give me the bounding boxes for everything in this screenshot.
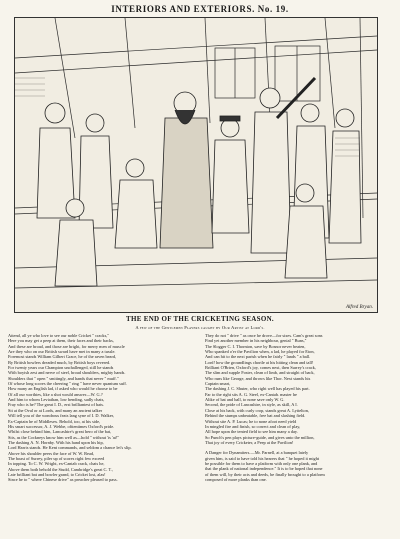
article-title: THE END OF THE CRICKETING SEASON.	[126, 315, 274, 323]
poem-line: Brilliant O'Brien, Oxford's joy, comes next, then Surrey's crack,	[205, 365, 316, 371]
poem-line: Far to the right sits A. G. Steel, ex-Cantab. master he	[205, 391, 297, 397]
poem-line: In mingled fire and finish, so correct and clean of play,	[205, 423, 301, 429]
poem-line: Attend, all ye who love to see our noble Cricket " cracks,"	[8, 333, 110, 338]
poem-line: that the plank of national independence." It is to be hoped that none	[205, 466, 323, 472]
poem-line: Whilst close behind him, Lancashire's great hero of the bat,	[8, 429, 112, 435]
poem-line: Sits, as the Cockneys know him well as—hold " without 'is 'at!"	[8, 434, 120, 440]
poem-line: For twenty years our Champion unchallenged, still he stands	[8, 365, 114, 371]
poem-line: Who spanked o'er the Pavilion when, a lad, he played for Eton,	[205, 349, 315, 355]
poem-line: Above his shoulder peers the face of W. W. Read,	[8, 450, 95, 456]
engraving-drawing	[15, 18, 377, 312]
poem-line: Close at his back, with curly crop, stands great A. Lyttelton,	[205, 407, 309, 413]
poem-line: Here you may get a peep at them, their faces and their backs,	[8, 338, 114, 344]
poem-line: Late brilliant bat and bowler grand, to Cricket lost, alas!	[8, 471, 106, 477]
poem-line: The dashing J. C. Shuter, who right well has played his part.	[205, 386, 310, 392]
poem-line: given him, is said to have told his hearers that " he hoped it might	[205, 455, 320, 461]
cricket-pavilion-illustration	[14, 17, 378, 313]
article-subtitle: A few of the Gentlemen Players caught by Our Artist at Lord's.	[135, 325, 265, 330]
poem-line: By British bowlers dreaded much, by British boys revered.	[8, 359, 111, 365]
poem-line: With boyish zest and nerve of steel, broad shoulders, mighty hands.	[8, 370, 126, 376]
poem-line: Since he to " where Chinese drive" as preacher pleased to pass.	[8, 477, 118, 483]
poem-line: Find yet another member in his neighbour, genial " Buns,"	[205, 338, 307, 344]
poem-line: Without site A. P. Lucas; he to none afoot need yield	[205, 418, 297, 424]
poem-line: Behind the stumps unbeatable, free bat and slashing field.	[205, 413, 306, 419]
poem-line: They do not " drive " as once he drove—for sixes. Cam's great sons	[205, 333, 323, 338]
poem-line: Lord! how the groundlings chortle at his hitting clean and tall!	[205, 359, 314, 365]
poem-line: How many an English lad, if asked who would he choose to be	[8, 386, 118, 392]
poem-line: The boast of Surrey, piler up of scores right few exceed	[8, 455, 105, 461]
poem-line: And these are broad, and those are bright, for merry men of muscle	[8, 343, 125, 349]
artist-signature: Alfred Bryan.	[345, 305, 373, 310]
poem-line: Fray who is he? The great I. D., erst brilliantest of bats.	[8, 402, 105, 408]
poem-line: And can hit to the next parish when he fairly " lands " a ball.	[205, 354, 311, 360]
poem-line: So Punch's pen plays picture-guide, and gives unto the million,	[205, 434, 315, 440]
poem-line: All hope upon the tented field to see him many a day.	[205, 429, 298, 435]
poem-line: Second, the pride of Lancashire, in style, as skill, A I.	[205, 402, 298, 408]
poem-line: A Danger for Dynamiters.—Mr. Parnell, at a banquet lately	[205, 450, 309, 456]
poem-line: And him to whom Leviathan, low bending, sadly chats,	[8, 397, 105, 403]
poem-line: The Slogger C. I. Thornton, save by Bosnor never beaten,	[205, 343, 306, 349]
poem-line: be possible for them to have a platform with only one plank, and	[205, 460, 318, 466]
poem-line: Above them both behold the Studd, Cambridge's great C. T.,	[8, 466, 113, 472]
poem-line: Ex-Captain he of Middlesex. Behold, too, at his side,	[8, 418, 101, 424]
poem-line: Sit at the Oval or at Lords, and many an ancient talker	[8, 407, 103, 413]
poem-line: Captain smart,	[205, 381, 231, 387]
poem-line: Of all our worthies, like a shot would answer—W. G.?	[8, 391, 103, 397]
poem-line: Who runs like George, and throws like Thor. Next stands his	[205, 375, 311, 381]
poem-line: composed of more planks than one.	[205, 476, 267, 482]
poem-line: Will tell you of the wondrous feats lang syne of I. D. Walker,	[8, 413, 114, 419]
poem-line: In topping. To C. W. Wright, ex-Cantab crack, chats he,	[8, 461, 105, 467]
poem-line: His smart successor, A. J. Webbe, ofttentimes Oxford's pride.	[8, 423, 115, 429]
poem-line: Are they who on our British sward have met in many a tussle.	[8, 349, 116, 355]
poem-line: Alike of bat and ball, to none save only W. G.	[205, 397, 285, 403]
poem-line: Shoulders that " open " smitingly, and hands that never " muff."	[8, 375, 119, 381]
poem-line: The dashing A. N. Hornby. With his hand upon his hip,	[8, 439, 104, 445]
poem-line: Foremost stands William Gilbert Grace, he of the raven beard,	[8, 354, 117, 360]
poem-line: Of whose long scores the cheering " ring " have never quantum suff.	[8, 381, 127, 387]
poem-line: of them will, by their acts and deeds, be finally brought to a platform	[205, 471, 325, 477]
left-column-text	[8, 333, 196, 537]
right-column-text	[205, 333, 393, 537]
page-header: INTERIORS AND EXTERIORS. No. 19.	[111, 4, 289, 14]
poem-line: The slim and supple Foster, clean of limb, and straight of back,	[205, 370, 315, 376]
poem-line: Lord Harris stands. He Kent commands, and seldom a chance let's slip.	[8, 445, 132, 451]
poem-line: That joy of every Cricketer, a Peep at the Pavilion!	[205, 439, 294, 445]
